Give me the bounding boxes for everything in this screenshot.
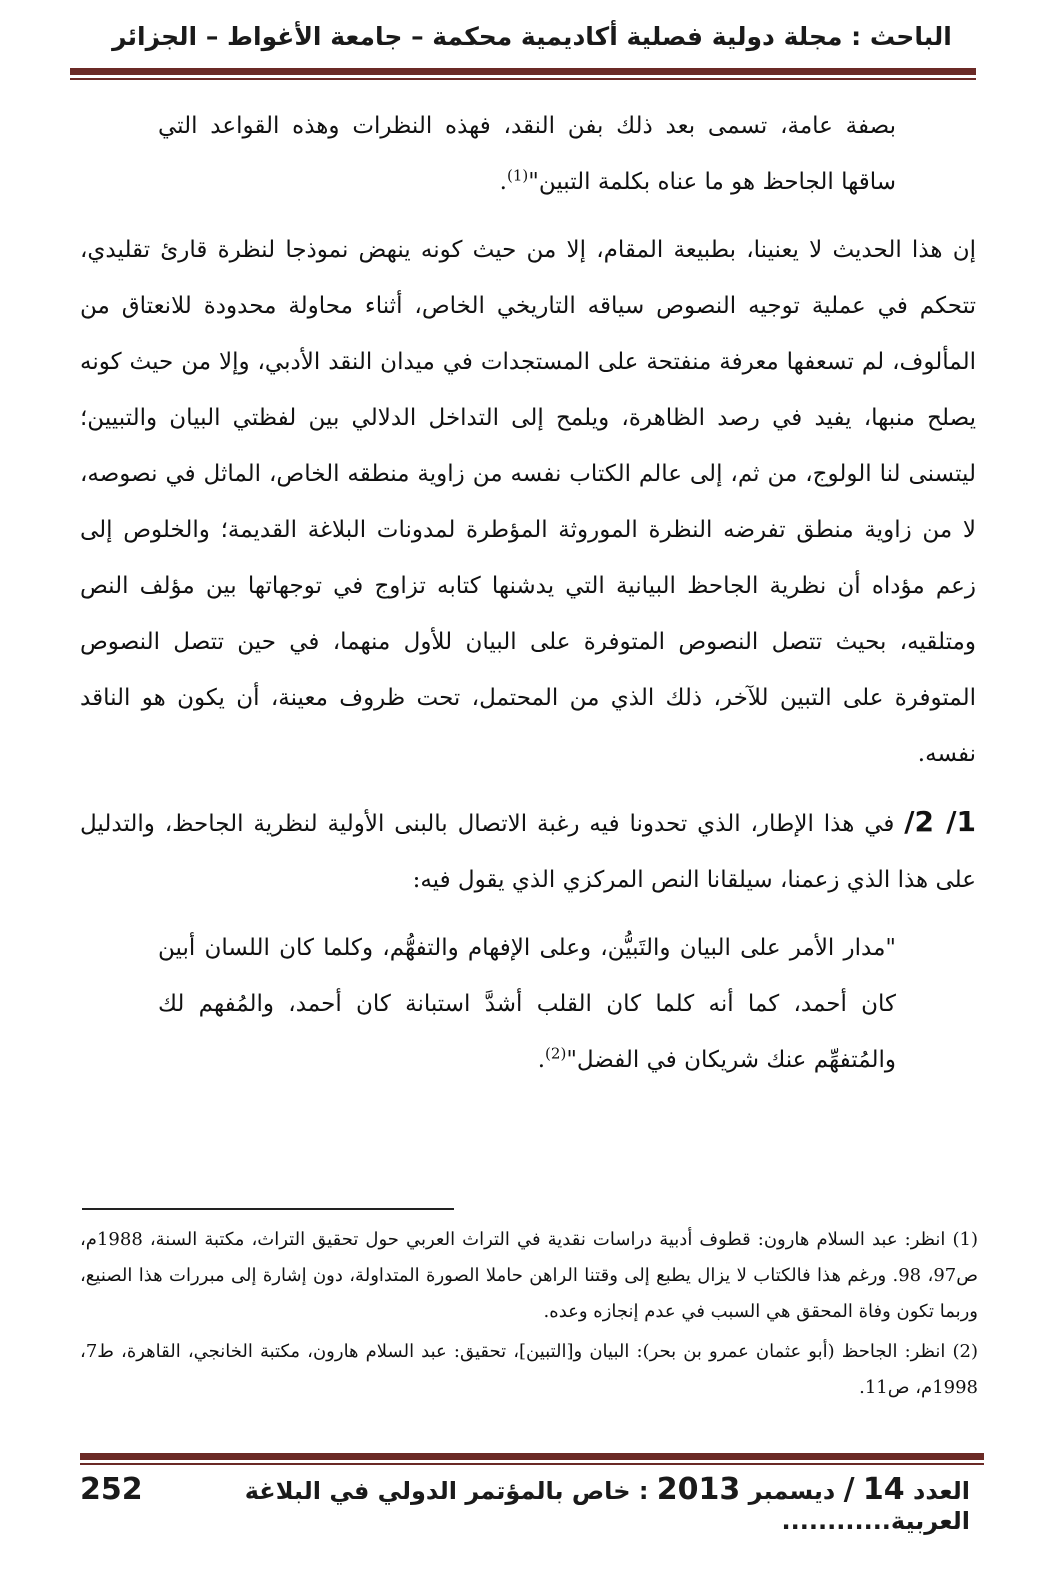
footnote-2: (2) انظر: الجاحظ (أبو عثمان عمرو بن بحر): البيان و[التبين]، تحقيق: عبد السلام هارون، مكتبة الخانجي، القاهرة، ط7، 1998م، ص11. [80,1341,978,1398]
issue-info: العدد 14 / ديسمبر 2013 : خاص بالمؤتمر الدولي في البلاغة العربية............ [244,1472,970,1535]
section-number: 1/ 2/ [904,805,976,838]
footnote-1: (1) انظر: عبد السلام هارون: قطوف أدبية دراسات نقدية في التراث العربي حول تحقيق التراث، مكتبة السنة، 1988م، ص97، 98. ورغم هذا فالكتاب لا يزال يطبع إلى وقتنا الراهن حاملا الصورة المتداولة، دون إشارة إلى مبررات هذا الصنيع، وربما تكون وفاة المحقق هي السبب في عدم إنجازه وعده. [80,1229,978,1322]
footnote-ref-2[interactable]: (2) [545,1044,567,1063]
page-number: 252 [80,1472,143,1507]
issue-year: 2013 [656,1472,741,1507]
quote-2-text: "مدار الأمر على البيان والتَبيُّن، وعلى الإفهام والتفهُّم، وكلما كان اللسان أبين كان أحمد، كما أنه كلما كان القلب أشدَّ استبانة كان أحمد، والمُفهم لك والمُتفهِّم عنك شريكان في الفضل" [158,935,896,1073]
quote-block-1: بصفة عامة، تسمى بعد ذلك بفن النقد، فهذه النظرات وهذه القواعد التي ساقها الجاحظ هو ما عناه بكلمة التبين"$^{(1)}$. [158,113,896,195]
footnotes [80,1222,978,1410]
quote-1-text: بصفة عامة، تسمى بعد ذلك بفن النقد، فهذه النظرات وهذه القواعد التي ساقها الجاحظ هو ما عناه بكلمة التبين" [158,113,896,195]
section-text: في هذا الإطار، الذي تحدونا فيه رغبة الاتصال بالبنى الأولية لنظرية الجاحظ، والتدليل على هذا الذي زعمنا، سيلقانا النص المركزي الذي يقول فيه: [80,811,976,893]
footnote-ref-1[interactable]: (1) [506,166,529,185]
footer-rule [80,1453,984,1465]
quote-block-2: "مدار الأمر على البيان والتَبيُّن، وعلى الإفهام والتفهُّم، وكلما كان اللسان أبين كان أحمد، كما أنه كلما كان القلب أشدَّ استبانة كان أحمد، والمُفهم لك والمُتفهِّم عنك شريكان في الفضل"$^{(2)}$. [158,935,896,1073]
header-rule [70,68,976,80]
journal-header: الباحث : مجلة دولية فصلية أكاديمية محكمة – جامعة الأغواط – الجزائر [112,22,952,51]
issue-number: 14 [862,1472,905,1507]
page-footer [80,1472,970,1535]
main-content [80,98,976,1088]
body-paragraph: إن هذا الحديث لا يعنينا، بطبيعة المقام، إلا من حيث كونه ينهض نموذجا لنظرة قارئ تقليدي، تتحكم في عملية توجيه النصوص سياقه التاريخي الخاص، أثناء محاولة محدودة للانعتاق من المألوف، لم تسعفها معرفة منفتحة على المستجدات في ميدان النقد الأدبي، وإلا من حيث كونه يصلح منبها، يفيد في رصد الظاهرة، ويلمح إلى التداخل الدلالي بين لفظتي البيان والتبيين؛ ليتسنى لنا الولوج، من ثم، إلى عالم الكتاب نفسه من زاوية منطقه الخاص، الماثل في نصوصه، لا من زاوية منطق تفرضه النظرة الموروثة المؤطرة لمدونات البلاغة القديمة؛ والخلوص إلى زعم مؤداه أن نظرية الجاحظ البيانية التي يدشنها كتابه تزاوج في توجهاتها بين مؤلف النص ومتلقيه، بحيث تتصل النصوص المتوفرة على البيان للأول منهما، في حين تتصل النصوص المتوفرة على التبين للآخر، ذلك الذي من المحتمل، تحت ظروف معينة، أن يكون هو الناقد نفسه. [80,237,976,767]
section-paragraph [80,794,976,908]
footnote-separator [82,1208,454,1210]
issue-month: ديسمبر [748,1477,836,1505]
special-issue-label: : خاص بالمؤتمر الدولي في البلاغة العربية............ [244,1477,970,1535]
